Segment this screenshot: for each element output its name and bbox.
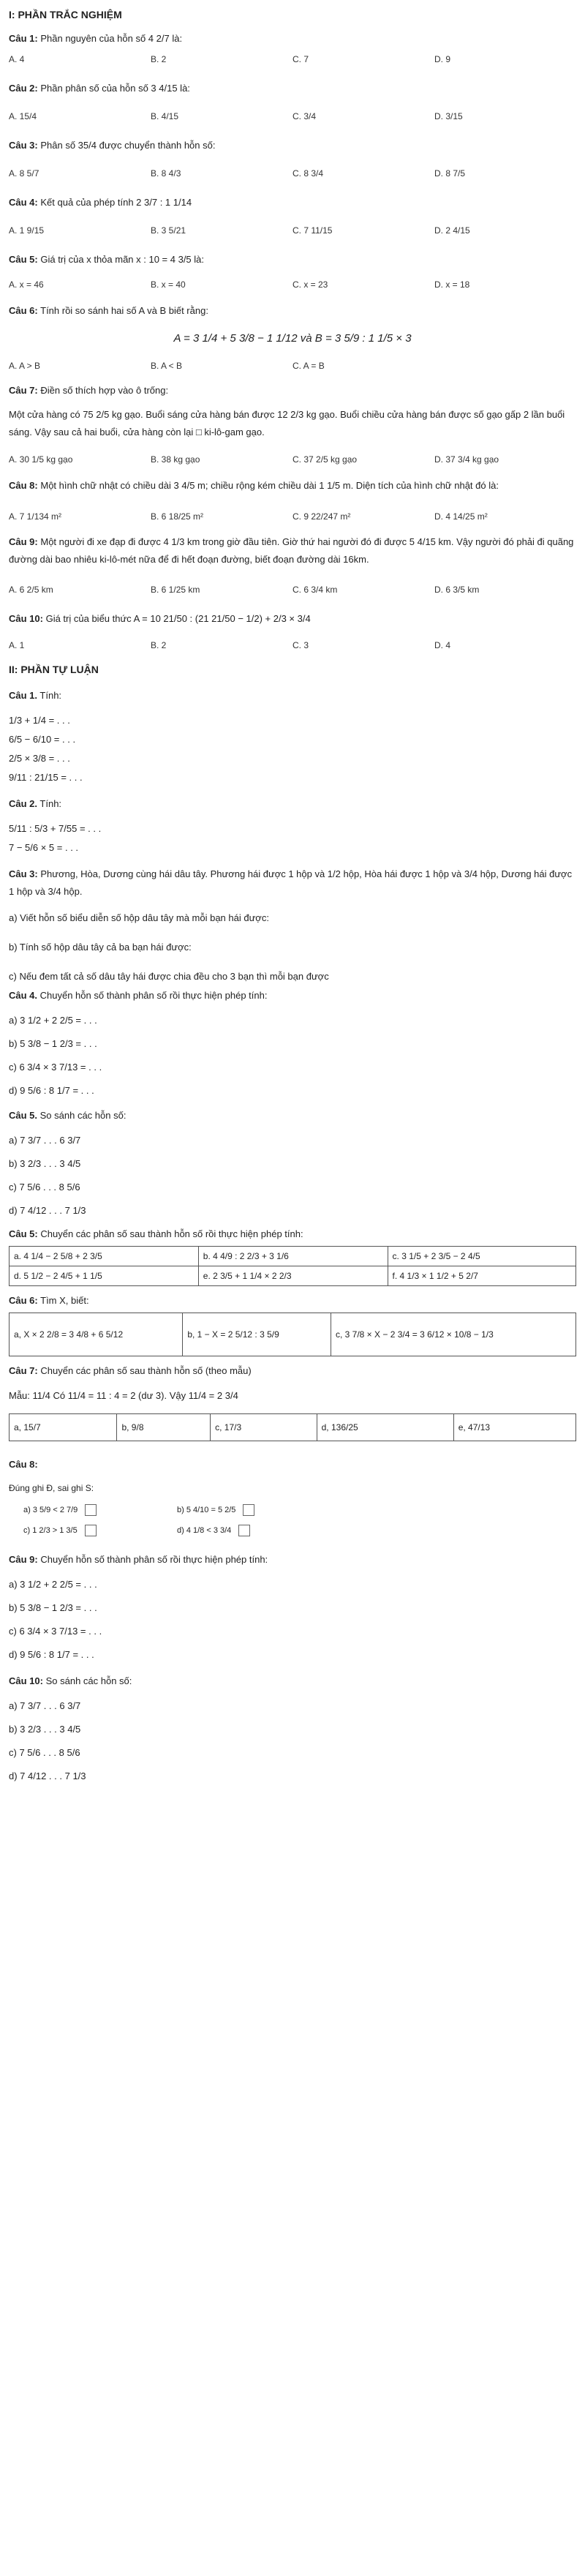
- option-a[interactable]: A. x = 46: [9, 279, 44, 290]
- exercise-line: a) 7 3/7 . . . 6 3/7: [9, 1135, 81, 1146]
- q-label: Câu 1.: [9, 690, 38, 701]
- option-d[interactable]: D. 37 3/4 kg gạo: [434, 454, 499, 465]
- mcq-8: [9, 476, 576, 522]
- q-label: Câu 4.: [9, 990, 38, 1001]
- option-b[interactable]: B. 2: [151, 54, 167, 64]
- option-b[interactable]: B. 2: [151, 640, 167, 650]
- option-c[interactable]: C. x = 23: [292, 279, 328, 290]
- q-label: Câu 2.: [9, 798, 38, 809]
- option-a[interactable]: A. 15/4: [9, 111, 37, 121]
- essay-2: [9, 797, 576, 855]
- option-a[interactable]: A. A > B: [9, 361, 41, 371]
- option-d[interactable]: D. 6 3/5 km: [434, 585, 480, 595]
- q-label: Câu 5:: [9, 254, 38, 265]
- exercise-line: a) 3 1/2 + 2 2/5 = . . .: [9, 1579, 97, 1590]
- table-cell: c, 17/3: [211, 1414, 317, 1441]
- q-text: Chuyển các phân số sau thành hỗn số (theo mẫu): [40, 1365, 252, 1376]
- q-label: Câu 8:: [9, 480, 38, 491]
- table-cell: a, X × 2 2/8 = 3 4/8 + 6 5/12: [10, 1313, 183, 1356]
- essay-8: [9, 1457, 576, 1541]
- option-c[interactable]: C. 3/4: [292, 111, 317, 121]
- tf-item: c) 1 2/3 > 1 3/5: [23, 1525, 78, 1535]
- table-cell: e. 2 3/5 + 1 1/4 × 2 2/3: [198, 1266, 388, 1286]
- q-label: Câu 6:: [9, 1295, 38, 1306]
- exercise-line: d) 7 4/12 . . . 7 1/3: [9, 1205, 86, 1216]
- option-b[interactable]: B. 8 4/3: [151, 168, 181, 179]
- answer-box[interactable]: [85, 1504, 97, 1516]
- option-b[interactable]: B. 38 kg gạo: [151, 454, 200, 465]
- q-text: Giá trị của biểu thức A = 10 21/50 : (21 21/50 − 1/2) + 2/3 × 3/4: [45, 613, 311, 624]
- answer-box[interactable]: [238, 1525, 250, 1536]
- option-c[interactable]: C. 6 3/4 km: [292, 585, 338, 595]
- q-text: Phân số 35/4 được chuyển thành hỗn số:: [40, 140, 216, 151]
- exercise-line: d) 7 4/12 . . . 7 1/3: [9, 1770, 86, 1781]
- exercise-line: d) 9 5/6 : 8 1/7 = . . .: [9, 1085, 94, 1096]
- mcq-10: [9, 611, 576, 650]
- exercise-line: 1/3 + 1/4 = . . .: [9, 715, 70, 726]
- exercise-line: a) 3 1/2 + 2 2/5 = . . .: [9, 1015, 97, 1026]
- q-label: Câu 3:: [9, 140, 38, 151]
- exercise-table: [9, 1246, 576, 1286]
- section2-title: II: PHẦN TỰ LUẬN: [9, 664, 99, 675]
- option-d[interactable]: D. 8 7/5: [434, 168, 466, 179]
- q-label: Câu 7:: [9, 1365, 38, 1376]
- essay-10: [9, 1674, 576, 1784]
- option-c[interactable]: C. 37 2/5 kg gạo: [292, 454, 358, 465]
- exercise-line: c) 7 5/6 . . . 8 5/6: [9, 1182, 80, 1193]
- option-a[interactable]: A. 30 1/5 kg gạo: [9, 454, 73, 465]
- mcq-2: [9, 80, 576, 121]
- q-label: Câu 1:: [9, 33, 38, 44]
- option-c[interactable]: C. 7 11/15: [292, 225, 333, 236]
- essay-9: [9, 1552, 576, 1662]
- q-label: Câu 5:: [9, 1228, 38, 1239]
- essay-1: [9, 688, 576, 785]
- exercise-line: d) 9 5/6 : 8 1/7 = . . .: [9, 1649, 94, 1660]
- exercise-line: b) 3 2/3 . . . 3 4/5: [9, 1158, 81, 1169]
- q-text: Chuyển hỗn số thành phân số rồi thực hiện phép tính:: [40, 1554, 268, 1565]
- q-text: Chuyển hỗn số thành phân số rồi thực hiện phép tính:: [39, 990, 268, 1001]
- exercise-line: c) 7 5/6 . . . 8 5/6: [9, 1747, 80, 1758]
- table-cell: d. 5 1/2 − 2 4/5 + 1 1/5: [10, 1266, 199, 1286]
- option-a[interactable]: A. 8 5/7: [9, 168, 39, 179]
- tf-item: d) 4 1/8 < 3 3/4: [177, 1525, 232, 1535]
- option-c[interactable]: C. 3: [292, 640, 309, 650]
- exercise-line: c) 6 3/4 × 3 7/13 = . . .: [9, 1626, 102, 1637]
- mcq-1: [9, 31, 576, 64]
- true-false-grid: [23, 1500, 331, 1541]
- q-label: Câu 10:: [9, 613, 43, 624]
- q-text: Một hình chữ nhật có chiều dài 3 4/5 m; chiều rộng kém chiều dài 1 1/5 m. Diện tích của hình chữ nhật đó là:: [40, 480, 499, 491]
- q-text: Đúng ghi Đ, sai ghi S:: [9, 1483, 94, 1493]
- mcq-5: [9, 252, 576, 290]
- q-text: Tính:: [39, 690, 62, 701]
- q-label: Câu 10:: [9, 1675, 43, 1686]
- formula: A = 3 1/4 + 5 3/8 − 1 1/12 và B = 3 5/9 : 1 1/5 × 3: [173, 332, 412, 345]
- q-text: Giá trị của x thỏa mãn x : 10 = 4 3/5 là:: [40, 254, 205, 265]
- option-a[interactable]: A. 1: [9, 640, 25, 650]
- table-cell: b. 4 4/9 : 2 2/3 + 3 1/6: [198, 1247, 388, 1266]
- exercise-line: 6/5 − 6/10 = . . .: [9, 734, 76, 745]
- q-label: Câu 2:: [9, 83, 38, 94]
- exercise-table: [9, 1413, 576, 1441]
- option-b[interactable]: B. 3 5/21: [151, 225, 186, 236]
- option-c[interactable]: C. A = B: [292, 361, 325, 371]
- exercise-line: 9/11 : 21/15 = . . .: [9, 772, 83, 783]
- answer-box[interactable]: [243, 1504, 254, 1516]
- section1-title: I: PHẦN TRẮC NGHIỆM: [9, 9, 122, 20]
- mcq-9: [9, 533, 576, 595]
- q-text: Chuyển các phân số sau thành hỗn số rồi thực hiện phép tính:: [40, 1228, 303, 1239]
- essay-3: [9, 865, 576, 984]
- exercise-line: 7 − 5/6 × 5 = . . .: [9, 842, 79, 853]
- table-cell: f. 4 1/3 × 1 1/2 + 5 2/7: [388, 1266, 575, 1286]
- q-label: Câu 5.: [9, 1110, 38, 1121]
- exercise-table: [9, 1313, 576, 1356]
- option-d[interactable]: D. 4: [434, 640, 451, 650]
- q-text: Một người đi xe đạp đi được 4 1/3 km trong giờ đầu tiên. Giờ thứ hai người đó đi được 5 4/15 km. Vậy người đó phải đi quãng đường dài bao nhiêu ki-lô-mét nữa để đi hết đoạn đường, biết đoạn đường dài 16km.: [9, 536, 574, 565]
- q-label: Câu 9:: [9, 536, 38, 547]
- option-a[interactable]: A. 4: [9, 54, 25, 64]
- exercise-line: c) 6 3/4 × 3 7/13 = . . .: [9, 1062, 102, 1073]
- option-b[interactable]: B. A < B: [151, 361, 183, 371]
- exercise-line: b) 3 2/3 . . . 3 4/5: [9, 1724, 81, 1735]
- option-c[interactable]: C. 8 3/4: [292, 168, 324, 179]
- exercise-line: b) Tính số hộp dâu tây cả ba bạn hái được:: [9, 942, 192, 953]
- q-label: Câu 3:: [9, 868, 38, 879]
- exercise-line: a) Viết hỗn số biểu diễn số hộp dâu tây mà mỗi bạn hái được:: [9, 912, 269, 923]
- essay-5: [9, 1108, 576, 1218]
- option-b[interactable]: B. x = 40: [151, 279, 186, 290]
- mcq-6: [9, 303, 576, 371]
- option-d[interactable]: D. 3/15: [434, 111, 463, 121]
- mcq-4: [9, 195, 576, 236]
- essay-6: [9, 1293, 576, 1356]
- table-cell: b, 1 − X = 2 5/12 : 3 5/9: [183, 1313, 331, 1356]
- essay-5b: [9, 1227, 576, 1286]
- essay-4: [9, 988, 576, 1098]
- option-d[interactable]: D. 4 14/25 m²: [434, 511, 488, 522]
- q-label: Câu 8:: [9, 1459, 38, 1470]
- option-a[interactable]: A. 7 1/134 m²: [9, 511, 62, 522]
- option-b[interactable]: B. 4/15: [151, 111, 179, 121]
- q-text: Tìm X, biết:: [40, 1295, 89, 1306]
- table-cell: b, 9/8: [117, 1414, 211, 1441]
- option-b[interactable]: B. 6 18/25 m²: [151, 511, 204, 522]
- table-cell: e, 47/13: [453, 1414, 575, 1441]
- option-b[interactable]: B. 6 1/25 km: [151, 585, 200, 595]
- option-c[interactable]: C. 9 22/247 m²: [292, 511, 351, 522]
- option-d[interactable]: D. 9: [434, 54, 451, 64]
- q-text: Điền số thích hợp vào ô trống:: [40, 385, 169, 396]
- exercise-line: a) 7 3/7 . . . 6 3/7: [9, 1700, 81, 1711]
- option-d[interactable]: D. 2 4/15: [434, 225, 470, 236]
- table-cell: a. 4 1/4 − 2 5/8 + 2 3/5: [10, 1247, 199, 1266]
- essay-7: [9, 1364, 576, 1441]
- answer-box[interactable]: [85, 1525, 97, 1536]
- table-cell: a, 15/7: [10, 1414, 117, 1441]
- mcq-7: [9, 383, 576, 465]
- exercise-line: 5/11 : 5/3 + 7/55 = . . .: [9, 823, 102, 834]
- option-c[interactable]: C. 7: [292, 54, 309, 64]
- exercise-line: c) Nếu đem tất cả số dâu tây hái được chia đều cho 3 bạn thì mỗi bạn được: [9, 971, 329, 982]
- q-text: Phần phân số của hỗn số 3 4/15 là:: [40, 83, 190, 94]
- mcq-3: [9, 138, 576, 179]
- q-label: Câu 7:: [9, 385, 38, 396]
- q-text: So sánh các hỗn số:: [45, 1675, 132, 1686]
- q-text: Phương, Hòa, Dương cùng hái dâu tây. Phương hái được 1 hộp và 1/2 hộp, Hòa hái được 1 hộp và 3/4 hộp, Dương hái được 1 hộp và 3/4 hộp.: [9, 868, 573, 897]
- exercise-line: b) 5 3/8 − 1 2/3 = . . .: [9, 1602, 97, 1613]
- option-a[interactable]: A. 6 2/5 km: [9, 585, 53, 595]
- exercise-line: b) 5 3/8 − 1 2/3 = . . .: [9, 1038, 97, 1049]
- tf-item: a) 3 5/9 < 2 7/9: [23, 1505, 78, 1514]
- q-text: Phần nguyên của hỗn số 4 2/7 là:: [40, 33, 183, 44]
- table-cell: c. 3 1/5 + 2 3/5 − 2 4/5: [388, 1247, 575, 1266]
- q-label: Câu 6:: [9, 305, 38, 316]
- sample-line: Mẫu: 11/4 Có 11/4 = 11 : 4 = 2 (dư 3). Vậy 11/4 = 2 3/4: [9, 1390, 238, 1401]
- q-text: Tính:: [39, 798, 62, 809]
- option-a[interactable]: A. 1 9/15: [9, 225, 45, 236]
- q-text: Tính rồi so sánh hai số A và B biết rằng:: [40, 305, 208, 316]
- option-d[interactable]: D. x = 18: [434, 279, 470, 290]
- tf-item: b) 5 4/10 = 5 2/5: [177, 1505, 236, 1514]
- q-text: So sánh các hỗn số:: [39, 1110, 127, 1121]
- exercise-line: 2/5 × 3/8 = . . .: [9, 753, 70, 764]
- table-cell: c, 3 7/8 × X − 2 3/4 = 3 6/12 × 10/8 − 1/3: [331, 1313, 575, 1356]
- q-label: Câu 4:: [9, 197, 38, 208]
- q-label: Câu 9:: [9, 1554, 38, 1565]
- q-paragraph: Một cửa hàng có 75 2/5 kg gạo. Buổi sáng cửa hàng bán được 12 2/3 kg gạo. Buổi chiều cửa hàng bán được số gạo gấp 2 lần buổi sáng. Vậy sau cả hai buổi, cửa hàng còn lại □ ki-lô-gam gạo.: [9, 409, 565, 438]
- table-cell: d, 136/25: [317, 1414, 453, 1441]
- q-text: Kết quả của phép tính 2 3/7 : 1 1/14: [40, 197, 192, 208]
